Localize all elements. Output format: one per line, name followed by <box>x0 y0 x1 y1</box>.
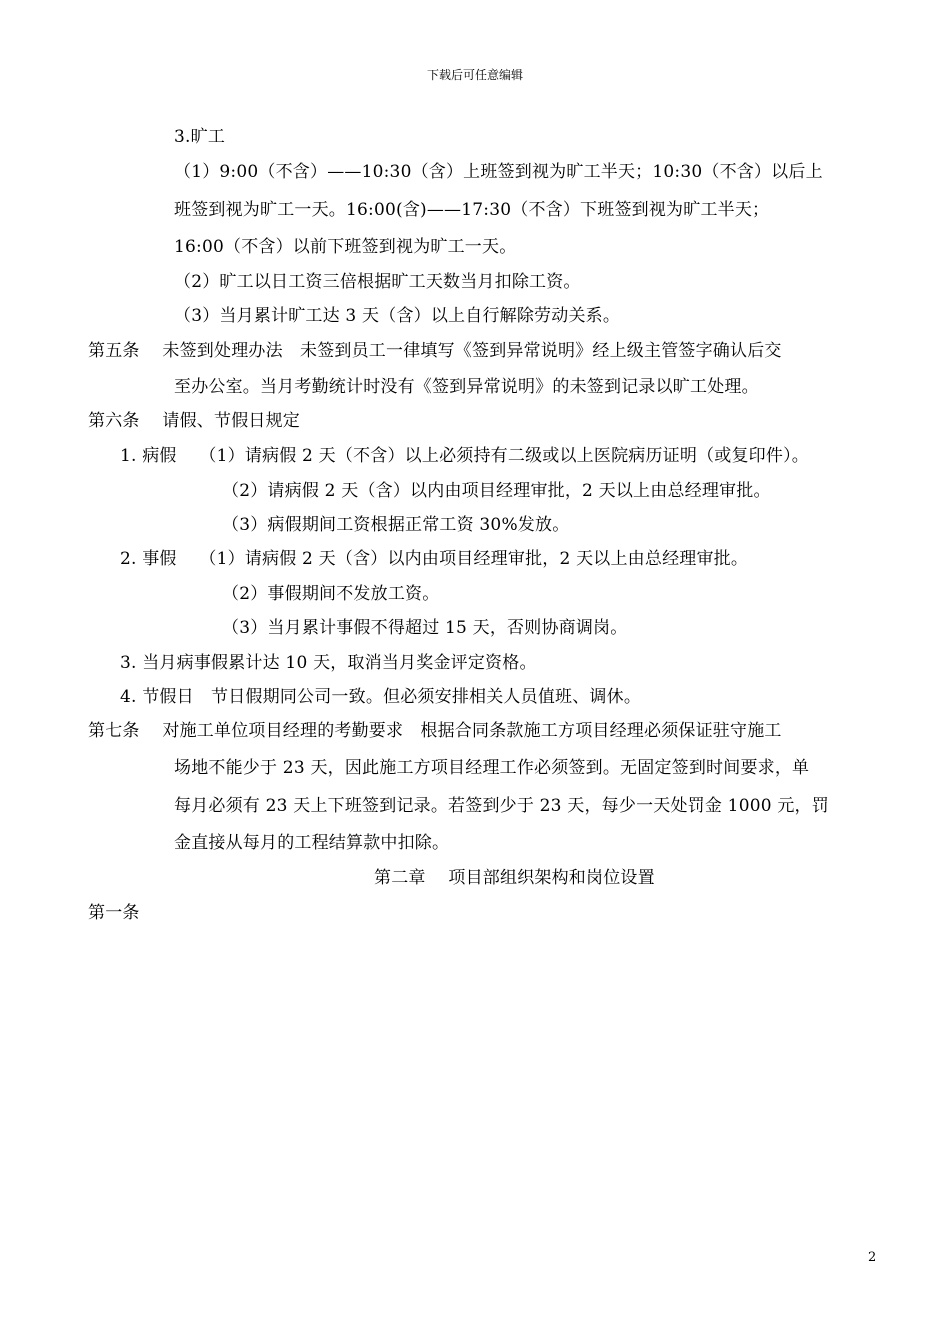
text-line: （2）请病假 2 天（含）以内由项目经理审批，2 天以上由总经理审批。 <box>222 481 771 501</box>
text-line: 每月必须有 23 天上下班签到记录。若签到少于 23 天，每少一天处罚金 1000 元，罚 <box>174 796 829 816</box>
page-number: 2 <box>868 1250 877 1265</box>
article-5: 第五条 未签到处理办法 未签到员工一律填写《签到异常说明》经上级主管签字确认后交 <box>88 341 782 361</box>
text-line: （2）事假期间不发放工资。 <box>222 584 440 604</box>
text-line: 金直接从每月的工程结算款中扣除。 <box>174 833 450 853</box>
text-line: 班签到视为旷工一天。16:00(含)——17:30（不含）下班签到视为旷工半天； <box>174 200 770 220</box>
section-title-absence: 3.旷工 <box>174 127 226 147</box>
article-6: 第六条 请假、节假日规定 <box>88 411 301 431</box>
text-line: （3）当月累计事假不得超过 15 天，否则协商调岗。 <box>222 618 628 638</box>
article-1: 第一条 <box>88 903 140 923</box>
text-line: （1）9:00（不含）——10:30（含）上班签到视为旷工半天；10:30（不含）以后上 <box>174 162 823 182</box>
list-item: 4. 节假日 节日假期同公司一致。但必须安排相关人员值班、调休。 <box>120 687 642 707</box>
personal-leave-item: 2. 事假 （1）请病假 2 天（含）以内由项目经理审批，2 天以上由总经理审批。 <box>120 549 749 569</box>
text-line: （3）病假期间工资根据正常工资 30%发放。 <box>222 515 570 535</box>
text-line: 至办公室。当月考勤统计时没有《签到异常说明》的未签到记录以旷工处理。 <box>174 377 759 397</box>
article-7: 第七条 对施工单位项目经理的考勤要求 根据合同条款施工方项目经理必须保证驻守施工 <box>88 721 782 741</box>
chapter-title: 第二章 项目部组织架构和岗位设置 <box>374 868 655 888</box>
page-header: 下载后可任意编辑 <box>426 68 523 82</box>
text-line: 16:00（不含）以前下班签到视为旷工一天。 <box>174 237 517 257</box>
sick-leave-item: 1. 病假 （1）请病假 2 天（不含）以上必须持有二级或以上医院病历证明（或复印件）。 <box>120 446 809 466</box>
text-line: （3）当月累计旷工达 3 天（含）以上自行解除劳动关系。 <box>174 306 621 326</box>
text-line: 场地不能少于 23 天，因此施工方项目经理工作必须签到。无固定签到时间要求，单 <box>174 758 810 778</box>
text-line: （2）旷工以日工资三倍根据旷工天数当月扣除工资。 <box>174 272 581 292</box>
list-item: 3. 当月病事假累计达 10 天，取消当月奖金评定资格。 <box>120 653 537 673</box>
